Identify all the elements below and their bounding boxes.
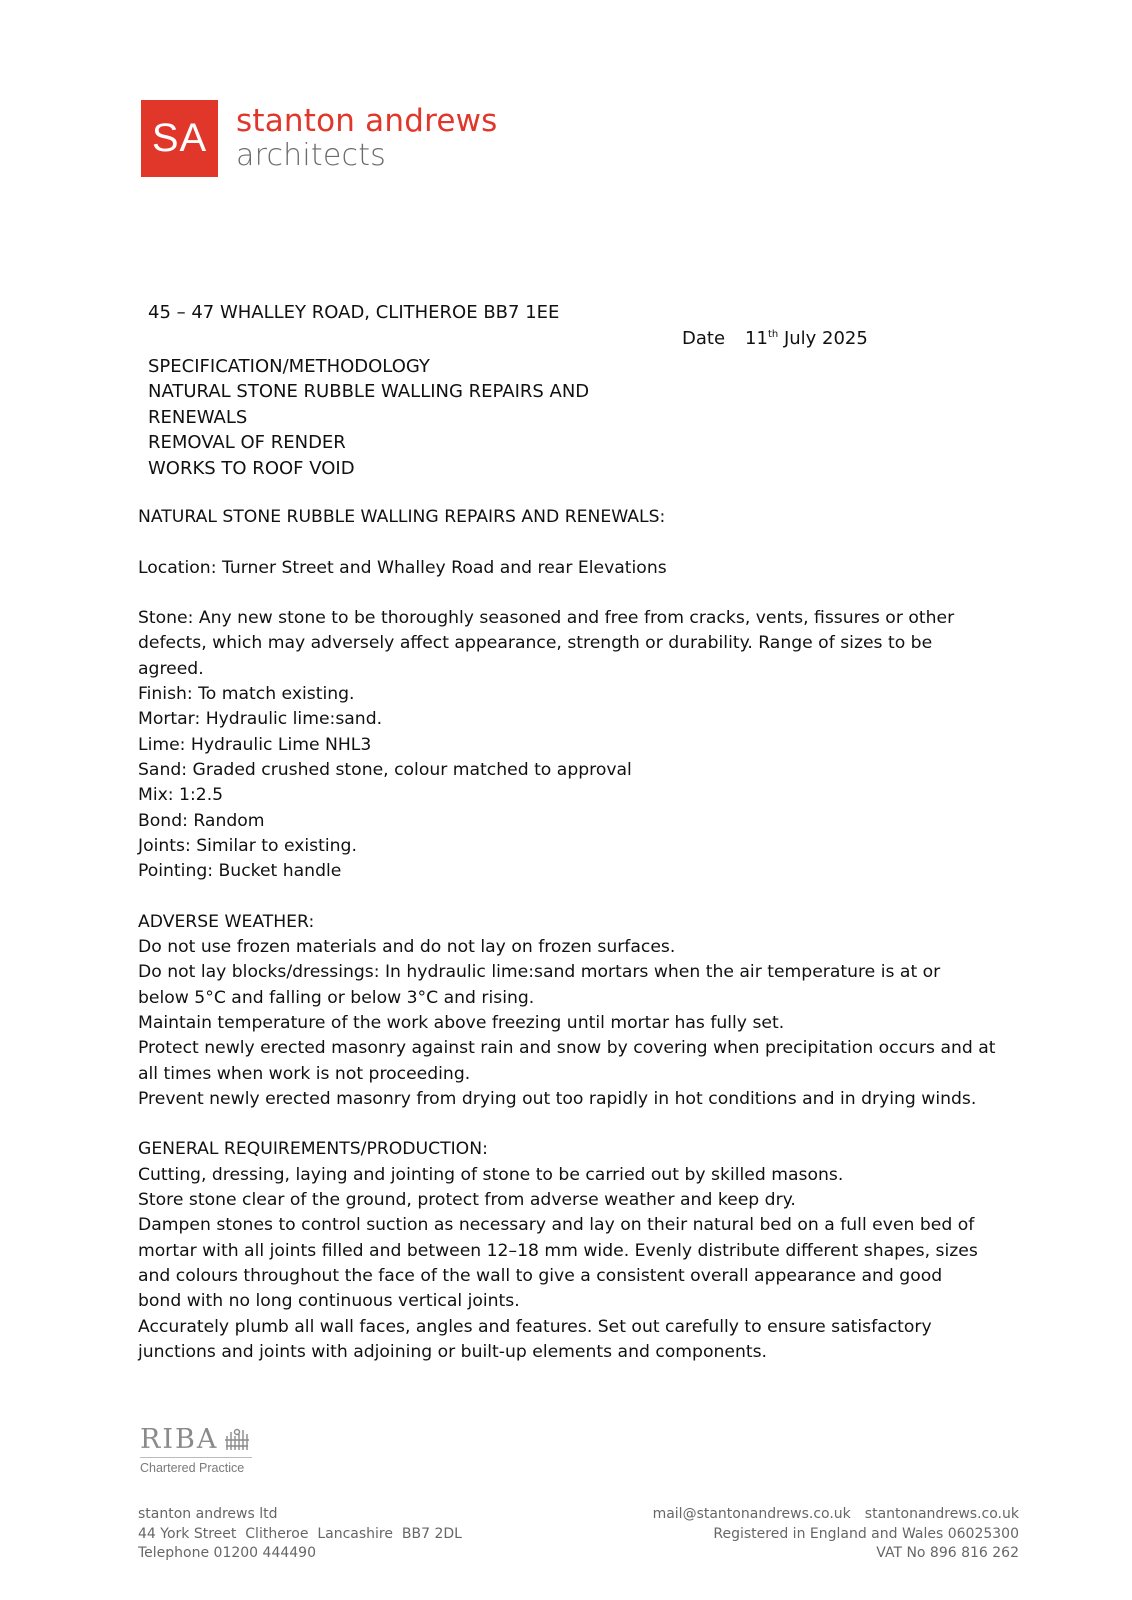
title-line: SPECIFICATION/METHODOLOGY xyxy=(148,356,430,377)
body-line: mortar with all joints filled and between 12–18 mm wide. Evenly distribute different shapes, sizes xyxy=(138,1240,978,1261)
body-line: all times when work is not proceeding. xyxy=(138,1063,471,1084)
body-line: Store stone clear of the ground, protect from adverse weather and keep dry. xyxy=(138,1190,796,1211)
footer-vat: VAT No 896 816 262 xyxy=(876,1545,1019,1561)
body-line: Do not lay blocks/dressings: In hydraulic lime:sand mortars when the air temperature is at or xyxy=(138,962,941,983)
footer-email-link[interactable]: mail@stantonandrews.co.uk xyxy=(652,1506,851,1522)
footer-company-details xyxy=(138,1505,462,1564)
logo-wordmark xyxy=(236,100,498,171)
spec-line: Mix: 1:2.5 xyxy=(138,785,224,806)
footer-registered: Registered in England and Wales 06025300 xyxy=(713,1525,1019,1542)
project-address: 45 – 47 WHALLEY ROAD, CLITHEROE BB7 1EE xyxy=(148,302,560,323)
title-line: WORKS TO ROOF VOID xyxy=(148,457,355,479)
riba-text: RIBA xyxy=(140,1424,219,1455)
footer-website-link[interactable]: stantonandrews.co.uk xyxy=(864,1506,1019,1522)
body-line: defects, which may adversely affect appearance, strength or durability. Range of sizes to be xyxy=(138,633,933,654)
date-month-year: July 2025 xyxy=(783,328,868,349)
footer-company-name: stanton andrews ltd xyxy=(138,1506,278,1522)
logo-company-name: stanton andrews xyxy=(236,103,498,139)
footer-contact-line xyxy=(653,1505,1019,1525)
body-line: Maintain temperature of the work above freezing until mortar has fully set. xyxy=(138,1012,785,1033)
riba-crest-icon xyxy=(222,1426,252,1454)
spec-line: Lime: Hydraulic Lime NHL3 xyxy=(138,734,372,755)
document-body xyxy=(138,505,1008,1365)
riba-logo xyxy=(140,1424,252,1475)
body-line: and colours throughout the face of the wall to give a consistent overall appearance and good xyxy=(138,1265,943,1286)
body-line: Do not use frozen materials and do not lay on frozen surfaces. xyxy=(138,937,676,958)
riba-wordmark xyxy=(140,1424,252,1455)
body-line: bond with no long continuous vertical joints. xyxy=(138,1291,520,1312)
body-line: Dampen stones to control suction as necessary and lay on their natural bed on a full even bed of xyxy=(138,1215,975,1236)
footer-telephone: Telephone 01200 444490 xyxy=(138,1545,316,1561)
date-suffix: th xyxy=(767,329,779,340)
section-heading: GENERAL REQUIREMENTS/PRODUCTION: xyxy=(138,1139,488,1160)
spec-line: Sand: Graded crushed stone, colour matched to approval xyxy=(138,759,632,780)
company-logo xyxy=(141,100,498,177)
footer-address: 44 York Street Clitheroe Lancashire BB7 2DL xyxy=(138,1525,462,1542)
title-line: NATURAL STONE RUBBLE WALLING REPAIRS AND xyxy=(148,381,590,403)
section-heading: ADVERSE WEATHER: xyxy=(138,911,315,932)
body-line: below 5°C and falling or below 3°C and rising. xyxy=(138,987,535,1008)
body-line: agreed. xyxy=(138,658,204,679)
logo-mark: SA xyxy=(141,100,218,177)
spec-line: Bond: Random xyxy=(138,810,265,831)
footer-registration-details xyxy=(653,1505,1019,1564)
document-titles xyxy=(148,354,589,481)
body-line: Accurately plumb all wall faces, angles and features. Set out carefully to ensure satisfactory xyxy=(138,1316,932,1337)
spec-line: Finish: To match existing. xyxy=(138,684,355,705)
spec-line: Pointing: Bucket handle xyxy=(138,861,342,882)
document-date xyxy=(682,328,868,349)
spec-line: Joints: Similar to existing. xyxy=(138,835,357,856)
spec-line: Mortar: Hydraulic lime:sand. xyxy=(138,709,383,730)
title-line: RENEWALS xyxy=(148,406,248,428)
riba-subtitle: Chartered Practice xyxy=(140,1457,252,1475)
date-day: 11 xyxy=(745,328,768,349)
section-heading: NATURAL STONE RUBBLE WALLING REPAIRS AND RENEWALS: xyxy=(138,507,666,527)
body-line: Stone: Any new stone to be thoroughly seasoned and free from cracks, vents, fissures or other xyxy=(138,608,955,629)
title-line: REMOVAL OF RENDER xyxy=(148,432,346,454)
logo-subtitle: architects xyxy=(236,138,387,173)
location-line: Location: Turner Street and Whalley Road and rear Elevations xyxy=(138,557,667,578)
body-line: Cutting, dressing, laying and jointing of stone to be carried out by skilled masons. xyxy=(138,1164,844,1185)
body-line: Protect newly erected masonry against rain and snow by covering when precipitation occurs and at xyxy=(138,1038,996,1059)
body-line: Prevent newly erected masonry from drying out too rapidly in hot conditions and in drying winds. xyxy=(138,1088,977,1109)
date-label: Date xyxy=(682,328,726,349)
body-line: junctions and joints with adjoining or built-up elements and components. xyxy=(138,1341,767,1362)
